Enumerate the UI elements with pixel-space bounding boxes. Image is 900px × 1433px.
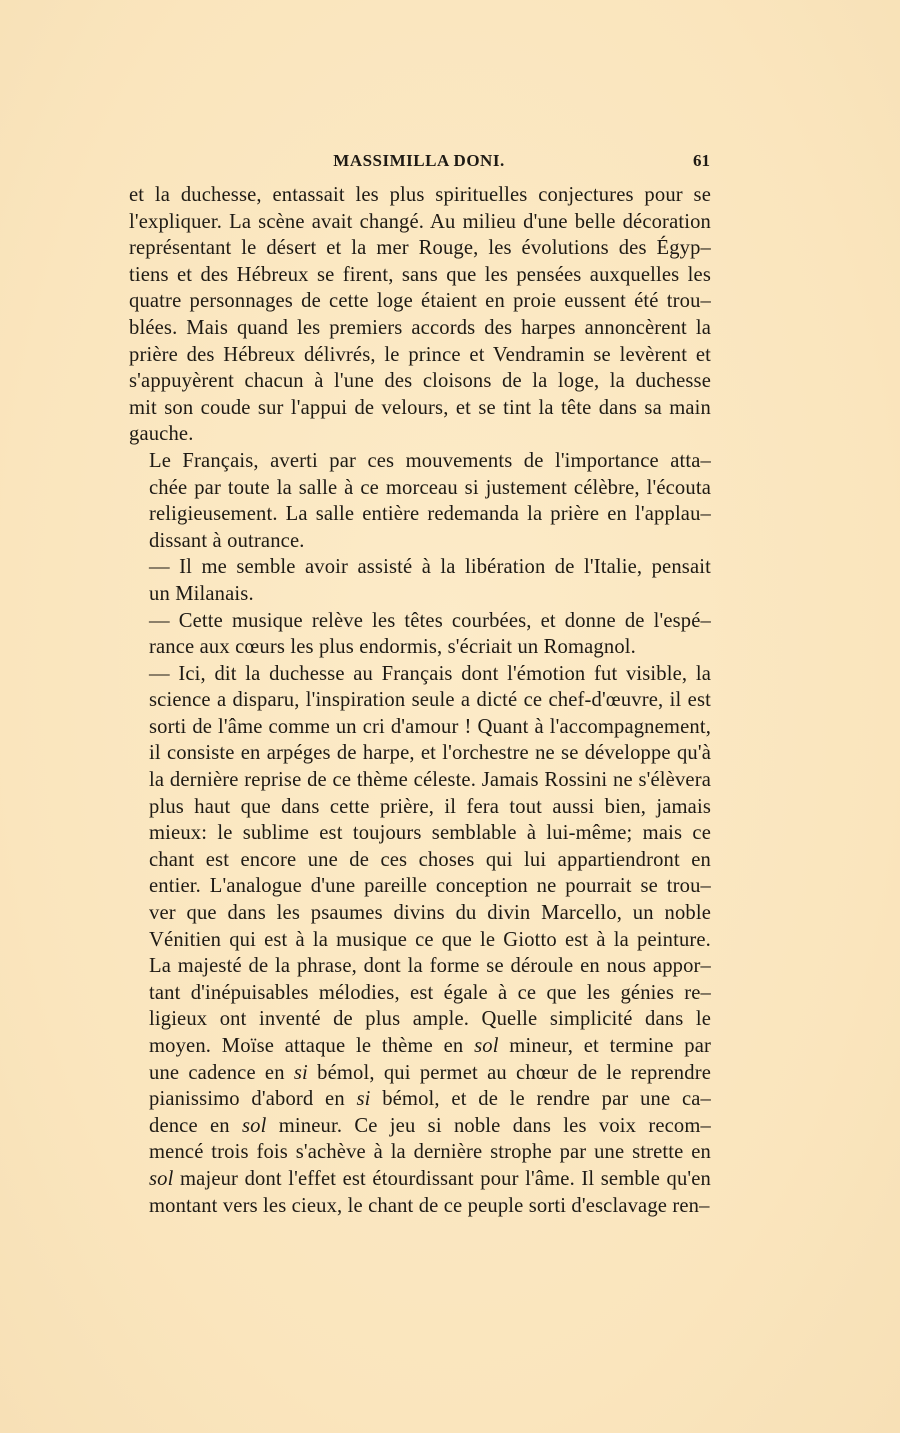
text-line: représentant le désert et la mer Rouge, les évolutions des Égyp– [129, 237, 711, 260]
body-text [129, 182, 711, 1219]
text-line: la dernière reprise de ce thème céleste. Jamais Rossini ne s'élèvera [149, 769, 711, 792]
text-line: entier. L'analogue d'une pareille conception ne pourrait se trou– [149, 875, 711, 898]
text-line: religieusement. La salle entière redemanda la prière en l'applau– [149, 503, 711, 526]
text-line: dence en sol mineur. Ce jeu si noble dans les voix recom– [149, 1114, 711, 1137]
text-line: sol majeur dont l'effet est étourdissant pour l'âme. Il semble qu'en [149, 1167, 711, 1190]
text-line: mit son coude sur l'appui de velours, et se tint la tête dans sa main [129, 396, 711, 419]
page-number: 61 [693, 151, 710, 170]
text-line: moyen. Moïse attaque le thème en sol mineur, et termine par [149, 1035, 711, 1057]
text-line: tant d'inépuisables mélodies, est égale à ce que les génies re– [149, 981, 711, 1004]
text-line: — Il me semble avoir assisté à la libération de l'Italie, pensait [149, 556, 711, 579]
text-line: La majesté de la phrase, dont la forme se déroule en nous appor– [149, 955, 711, 978]
text-line: mieux: le sublime est toujours semblable à lui-même; mais ce [149, 822, 711, 845]
paragraph-4 [129, 608, 711, 661]
text-line: gauche. [129, 423, 194, 446]
paragraph-3 [129, 554, 711, 607]
text-line: montant vers les cieux, le chant de ce peuple sorti d'esclavage ren– [149, 1194, 710, 1217]
text-line: l'expliquer. La scène avait changé. Au milieu d'une belle décoration [129, 210, 711, 233]
text-line: chant est encore une de ces choses qui lui appartiendront en [149, 848, 711, 871]
text-line: il consiste en arpéges de harpe, et l'orchestre ne se développe qu'à [149, 742, 711, 765]
text-line: mencé trois fois s'achève à la dernière strophe par une strette en [149, 1141, 711, 1164]
text-line: plus haut que dans cette prière, il fera tout aussi bien, jamais [149, 795, 711, 818]
text-line: blées. Mais quand les premiers accords des harpes annoncèrent la [129, 316, 711, 339]
text-line: pianissimo d'abord en si bémol, et de le rendre par une ca– [149, 1088, 711, 1111]
paragraph-5 [129, 661, 711, 1219]
paragraph-2 [129, 448, 711, 554]
paragraph-1 [129, 182, 711, 448]
text-line: une cadence en si bémol, qui permet au chœur de le reprendre [149, 1061, 711, 1084]
text-line: rance aux cœurs les plus endormis, s'écriait un Romagnol. [149, 636, 636, 659]
running-title: MASSIMILLA DONI. [333, 151, 505, 170]
text-line: ligieux ont inventé de plus ample. Quelle simplicité dans le [149, 1008, 711, 1031]
text-line: Vénitien qui est à la musique ce que le Giotto est à la peinture. [149, 928, 711, 951]
text-line: tiens et des Hébreux se firent, sans que les pensées auxquelles les [129, 263, 711, 286]
text-line: sorti de l'âme comme un cri d'amour ! Quant à l'accompagnement, [149, 715, 711, 738]
text-line: science a disparu, l'inspiration seule a dicté ce chef-d'œuvre, il est [149, 689, 711, 712]
text-line: — Ici, dit la duchesse au Français dont l'émotion fut visible, la [149, 662, 711, 685]
text-line: un Milanais. [149, 582, 254, 605]
text-line: chée par toute la salle à ce morceau si justement célèbre, l'écouta [149, 476, 711, 499]
text-line: Le Français, averti par ces mouvements de l'importance atta– [149, 449, 711, 472]
page-header [128, 151, 710, 175]
text-line: — Cette musique relève les têtes courbées, et donne de l'espé– [149, 609, 711, 632]
text-line: et la duchesse, entassait les plus spirituelles conjectures pour se [129, 184, 711, 206]
text-line: quatre personnages de cette loge étaient en proie eussent été trou– [129, 290, 711, 313]
text-line: s'appuyèrent chacun à l'une des cloisons de la loge, la duchesse [129, 370, 711, 393]
text-line: dissant à outrance. [149, 529, 305, 552]
text-line: ver que dans les psaumes divins du divin Marcello, un noble [149, 902, 711, 925]
text-line: prière des Hébreux délivrés, le prince et Vendramin se levèrent et [129, 343, 711, 366]
